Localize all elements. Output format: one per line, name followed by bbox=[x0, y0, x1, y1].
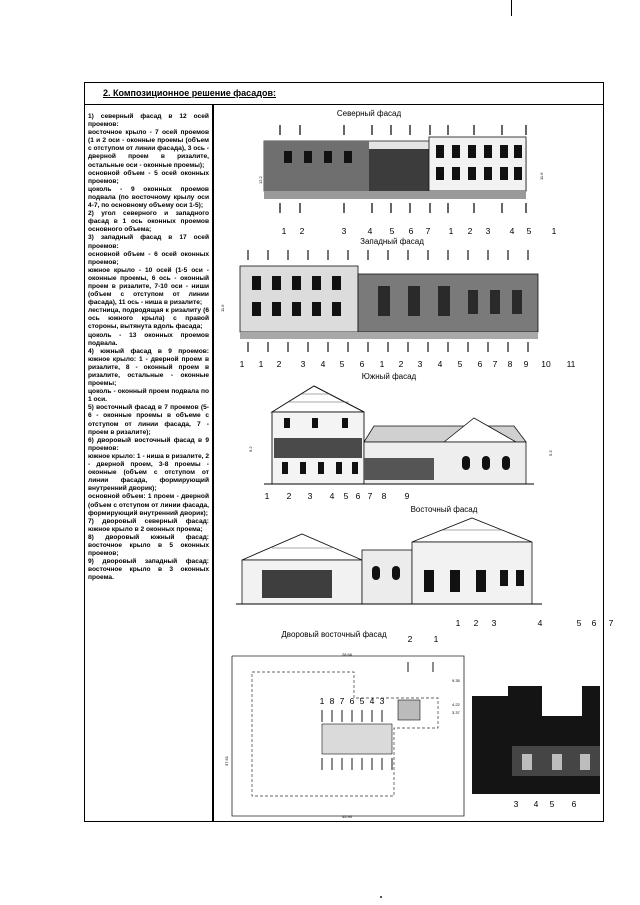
north-facade-title: Северный фасад bbox=[336, 109, 402, 118]
south-axis-label: 4 bbox=[329, 491, 335, 501]
west-axis-label: 10 bbox=[541, 359, 551, 369]
west-axis-label: 6 bbox=[359, 359, 365, 369]
plan-axis-label: 7 bbox=[339, 696, 345, 706]
description-paragraph: южное крыло - 10 осей (1-5 оси - оконные проемы, 6 ось - оконный проем в ризалите, 7-10 оси - ниши (объем с отступом от линии фасада), 11 ось - ниша в ризалите; bbox=[88, 266, 209, 307]
photo-axis-label: 3 bbox=[513, 799, 519, 809]
description-paragraph: 7) дворовый северный фасад: южное крыло в 2 оконных проема; bbox=[88, 517, 209, 533]
description-paragraph: 6) дворовый восточный фасад в 9 проемов: bbox=[88, 436, 209, 452]
south-axis-label: 7 bbox=[367, 491, 373, 501]
north-facade-drawing bbox=[244, 119, 544, 225]
north-dim-left: 12.2 bbox=[258, 176, 263, 184]
description-paragraph: 5) восточный фасад в 7 проемов (5-6 - оконные проемы в объеме с отступом от линии фасада, 7 - проем в ризалите); bbox=[88, 404, 209, 436]
west-axis-label: 8 bbox=[507, 359, 513, 369]
east-axis-label: 3 bbox=[491, 618, 497, 628]
north-axis-label: 3 bbox=[341, 226, 347, 236]
plan-axis-label: 6 bbox=[349, 696, 355, 706]
north-axis-label: 7 bbox=[425, 226, 431, 236]
south-facade-drawing bbox=[254, 382, 554, 490]
south-axis-label: 6 bbox=[355, 491, 361, 501]
description-paragraph: основной объем: 1 проем - дверной (объем с отступом от линии фасада, формирующий внутренний дворик); bbox=[88, 493, 209, 517]
photo-axis-label: 6 bbox=[571, 799, 577, 809]
west-axis-label: 6 bbox=[477, 359, 483, 369]
description-paragraph: южное крыло: 1 - ниша в ризалите, 2 - дверной проем, 3-8 проемы - оконные (объем с отступом от линии фасада, формирующий внутренний дворик); bbox=[88, 452, 209, 493]
courtyard-east-title: Дворовый восточный фасад bbox=[281, 630, 387, 639]
south-axis-label: 3 bbox=[307, 491, 313, 501]
document-table bbox=[84, 82, 614, 822]
south-dim-left: 9.2 bbox=[248, 446, 253, 452]
east-facade-title: Восточный фасад bbox=[410, 505, 478, 514]
section-heading: 2. Композиционное решение фасадов: bbox=[103, 88, 277, 98]
west-axis-label: 2 bbox=[398, 359, 404, 369]
east-axis-label: 7 bbox=[608, 618, 614, 628]
courtyard-plan-drawing bbox=[228, 648, 478, 820]
north-axis-label: 3 bbox=[485, 226, 491, 236]
west-axis-label: 11 bbox=[566, 359, 576, 369]
north-axis-label: 4 bbox=[509, 226, 515, 236]
east-axis-label: 6 bbox=[591, 618, 597, 628]
west-facade-drawing bbox=[228, 246, 550, 356]
south-axis-label: 1 bbox=[264, 491, 270, 501]
description-paragraph: цоколь - 13 оконных проемов подвала. bbox=[88, 331, 209, 347]
west-axis-label: 1 bbox=[239, 359, 245, 369]
east-axis-label: 4 bbox=[537, 618, 543, 628]
north-axis-label: 5 bbox=[526, 226, 532, 236]
west-axis-label: 2 bbox=[276, 359, 282, 369]
south-axis-label: 5 bbox=[343, 491, 349, 501]
plan-axis-label: 2 bbox=[407, 634, 413, 644]
description-paragraph: 9) дворовый западный фасад: восточное крыло в 3 оконных проема. bbox=[88, 558, 209, 582]
west-axis-label: 9 bbox=[523, 359, 529, 369]
north-axis-label: 4 bbox=[367, 226, 373, 236]
west-axis-label: 5 bbox=[457, 359, 463, 369]
north-axis-label: 1 bbox=[281, 226, 287, 236]
west-axis-label: 7 bbox=[492, 359, 498, 369]
plan-axis-label: 3 bbox=[379, 696, 385, 706]
north-axis-label: 5 bbox=[389, 226, 395, 236]
west-axis-label: 4 bbox=[320, 359, 326, 369]
description-paragraph: основной объем - 6 осей оконных проемов; bbox=[88, 250, 209, 266]
description-paragraph: цоколь - 9 оконных проемов подвала (по восточному крылу оси 4-7, по основному объему оси 1-5); bbox=[88, 185, 209, 210]
plan-axis-label: 4 bbox=[369, 696, 375, 706]
north-axis-label: 2 bbox=[299, 226, 305, 236]
description-paragraph: восточное крыло - 7 осей проемов (1 и 2 оси - оконные проемы (объем с отступом от линии фасада), 3 ось - дверной проем в ризалите, остальные оси - оконные проемы); bbox=[88, 129, 209, 169]
north-axis-label: 1 bbox=[551, 226, 557, 236]
description-paragraph: 4) южный фасад в 9 проемов: южное крыло: 1 - дверной проем в ризалите, 8 - оконный проем в ризалите, остальные - оконные проемы; bbox=[88, 347, 209, 388]
west-axis-label: 4 bbox=[437, 359, 443, 369]
south-axis-label: 8 bbox=[381, 491, 387, 501]
plan-axis-label: 5 bbox=[359, 696, 365, 706]
figure-column bbox=[214, 106, 614, 820]
north-dim-mid: 9.3 bbox=[438, 174, 443, 180]
south-axis-label: 9 bbox=[404, 491, 410, 501]
east-axis-label: 1 bbox=[455, 618, 461, 628]
west-axis-label: 3 bbox=[300, 359, 306, 369]
description-paragraph: цоколь - оконный проем подвала по 1 оси. bbox=[88, 388, 209, 404]
description-paragraph: основной объем - 5 осей оконных проемов; bbox=[88, 169, 209, 185]
north-axis-label: 6 bbox=[408, 226, 414, 236]
west-axis-label: 3 bbox=[417, 359, 423, 369]
description-paragraph: 2) угол северного и западного фасад в 1 ось оконных проемов основного объема; bbox=[88, 210, 209, 234]
facade-description bbox=[88, 113, 209, 818]
courtyard-photo bbox=[472, 686, 600, 798]
heading-row bbox=[85, 83, 603, 105]
plan-dim-right-mid: 4.22 bbox=[452, 702, 460, 707]
west-facade-title: Западный фасад bbox=[360, 237, 424, 246]
description-paragraph: 1) северный фасад в 12 осей проемов: bbox=[88, 113, 209, 129]
plan-axis-label: 8 bbox=[329, 696, 335, 706]
east-axis-label: 5 bbox=[576, 618, 582, 628]
south-axis-label: 2 bbox=[286, 491, 292, 501]
east-axis-label: 2 bbox=[473, 618, 479, 628]
south-facade-title: Южный фасад bbox=[361, 372, 417, 381]
scan-speck bbox=[380, 896, 382, 898]
plan-axis-label: 1 bbox=[319, 696, 325, 706]
plan-dim-left: 37.61 bbox=[224, 755, 229, 766]
plan-dim-right-top: 9.35 bbox=[452, 678, 460, 683]
west-axis-label: 1 bbox=[258, 359, 264, 369]
north-axis-label: 1 bbox=[448, 226, 454, 236]
plan-dim-right-low: 3.37 bbox=[452, 710, 460, 715]
west-axis-label: 5 bbox=[339, 359, 345, 369]
plan-dim-top: 28.66 bbox=[342, 652, 353, 657]
description-paragraph: лестница, подводящая к ризалиту (6 ось южного крыла) с правой стороны, вытянута вдоль фасада; bbox=[88, 307, 209, 331]
photo-axis-label: 4 bbox=[533, 799, 539, 809]
plan-axis-label: 1 bbox=[433, 634, 439, 644]
page-edge-mark bbox=[511, 0, 512, 16]
plan-dim-bottom: 45.90 bbox=[342, 814, 353, 819]
west-axis-label: 1 bbox=[379, 359, 385, 369]
south-dim-right: 5.3 bbox=[548, 450, 553, 456]
north-axis-label: 2 bbox=[467, 226, 473, 236]
west-dim-left: 11.6 bbox=[220, 304, 225, 312]
north-dim-right: 11.6 bbox=[539, 172, 544, 180]
description-paragraph: 8) дворовый южный фасад: восточное крыло в 5 оконных проемов; bbox=[88, 533, 209, 558]
photo-axis-label: 5 bbox=[549, 799, 555, 809]
description-paragraph: 3) западный фасад в 17 осей проемов: bbox=[88, 234, 209, 250]
east-facade-drawing bbox=[232, 516, 552, 614]
